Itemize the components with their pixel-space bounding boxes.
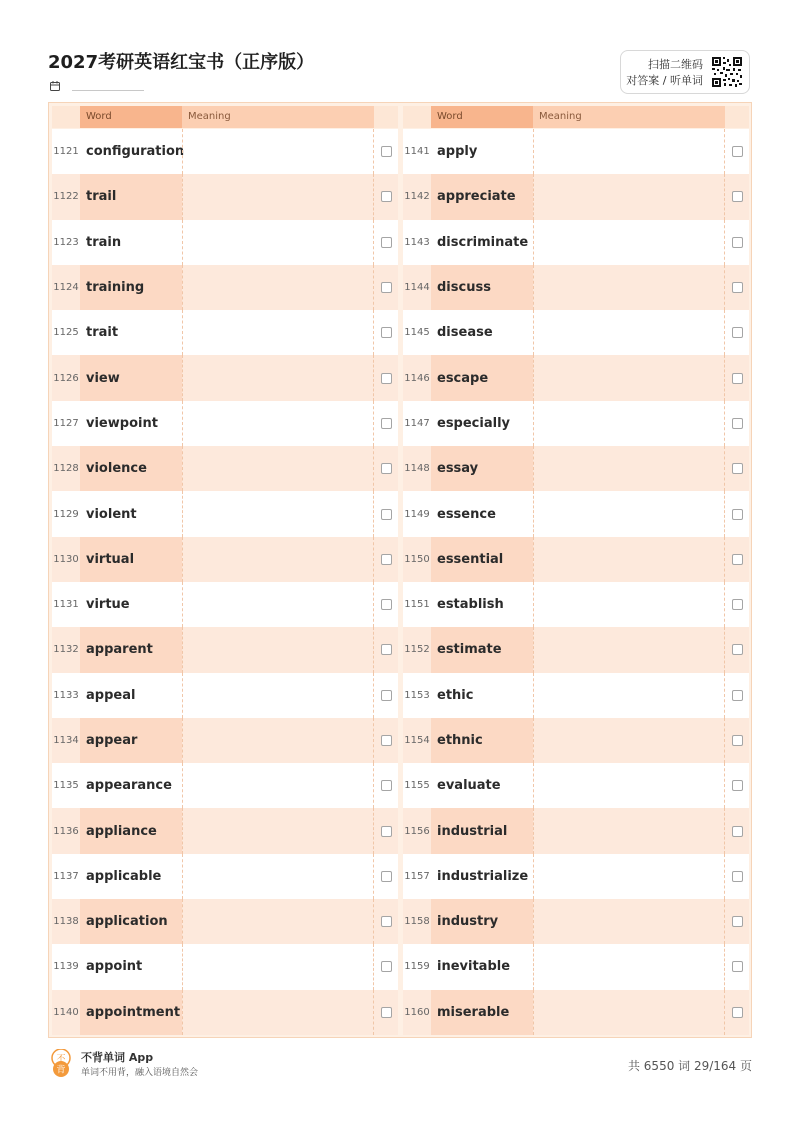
word-number: 1124 — [53, 282, 79, 294]
table-row — [403, 673, 749, 718]
word-text: discuss — [431, 265, 533, 310]
table-row — [52, 718, 398, 763]
word-text: appear — [80, 718, 182, 763]
meaning-blank[interactable] — [533, 220, 725, 265]
table-header — [403, 106, 749, 128]
table-row — [52, 491, 398, 536]
word-text: violent — [80, 491, 182, 536]
checkbox-cell — [725, 310, 749, 355]
word-number: 1156 — [404, 825, 430, 837]
word-table-right — [403, 106, 749, 1035]
header-meaning: Meaning — [533, 106, 725, 128]
word-text: trail — [80, 174, 182, 219]
meaning-blank[interactable] — [533, 582, 725, 627]
checkbox-icon[interactable] — [732, 327, 743, 338]
meaning-blank[interactable] — [533, 990, 725, 1035]
checkbox-cell — [374, 265, 398, 310]
checkbox-cell — [725, 582, 749, 627]
table-row — [403, 220, 749, 265]
table-row — [52, 446, 398, 491]
logo-char-1: 不 — [56, 1054, 66, 1065]
table-row — [403, 582, 749, 627]
checkbox-cell — [725, 990, 749, 1035]
checkbox-icon[interactable] — [381, 554, 392, 565]
table-row — [52, 990, 398, 1035]
table-row — [52, 808, 398, 853]
table-row — [403, 129, 749, 174]
table-row — [52, 310, 398, 355]
meaning-blank[interactable] — [533, 446, 725, 491]
meaning-blank[interactable] — [182, 220, 374, 265]
table-row — [52, 854, 398, 899]
checkbox-cell — [725, 718, 749, 763]
word-text: appliance — [80, 808, 182, 853]
checkbox-cell — [725, 355, 749, 400]
word-number: 1127 — [53, 417, 79, 429]
rows-right — [403, 129, 749, 1035]
checkbox-icon[interactable] — [381, 237, 392, 248]
checkbox-icon[interactable] — [732, 644, 743, 655]
word-text: appoint — [80, 944, 182, 989]
word-number: 1160 — [404, 1006, 430, 1018]
meaning-blank[interactable] — [533, 401, 725, 446]
checkbox-cell — [725, 854, 749, 899]
checkbox-icon[interactable] — [381, 871, 392, 882]
word-number: 1149 — [404, 508, 430, 520]
table-row — [403, 446, 749, 491]
word-text: training — [80, 265, 182, 310]
meaning-blank[interactable] — [182, 763, 374, 808]
table-row — [403, 899, 749, 944]
date-field — [50, 80, 144, 91]
checkbox-cell — [374, 990, 398, 1035]
meaning-blank[interactable] — [533, 944, 725, 989]
word-number: 1146 — [404, 372, 430, 384]
word-number: 1139 — [53, 961, 79, 973]
checkbox-cell — [374, 582, 398, 627]
word-number: 1121 — [53, 146, 79, 158]
checkbox-icon[interactable] — [732, 418, 743, 429]
meaning-blank[interactable] — [182, 401, 374, 446]
word-number: 1135 — [53, 780, 79, 792]
logo-char-2: 背 — [56, 1065, 66, 1076]
checkbox-cell — [374, 220, 398, 265]
checkbox-icon[interactable] — [381, 1007, 392, 1018]
checkbox-icon[interactable] — [732, 373, 743, 384]
header-word: Word — [431, 106, 533, 128]
meaning-blank[interactable] — [533, 174, 725, 219]
checkbox-cell — [725, 673, 749, 718]
checkbox-cell — [374, 129, 398, 174]
meaning-blank[interactable] — [182, 537, 374, 582]
checkbox-icon[interactable] — [381, 826, 392, 837]
table-row — [403, 174, 749, 219]
table-row — [403, 401, 749, 446]
meaning-blank[interactable] — [533, 899, 725, 944]
checkbox-cell — [725, 763, 749, 808]
table-row — [52, 673, 398, 718]
word-number: 1131 — [53, 599, 79, 611]
checkbox-icon[interactable] — [381, 282, 392, 293]
header-word: Word — [80, 106, 182, 128]
meaning-blank[interactable] — [182, 310, 374, 355]
checkbox-cell — [374, 401, 398, 446]
page-info: 共 6550 词 29/164 页 — [627, 1059, 752, 1073]
checkbox-cell — [725, 265, 749, 310]
word-number: 1125 — [53, 327, 79, 339]
word-text: virtual — [80, 537, 182, 582]
checkbox-cell — [374, 718, 398, 763]
word-number: 1150 — [404, 553, 430, 565]
meaning-blank[interactable] — [182, 899, 374, 944]
checkbox-icon[interactable] — [381, 191, 392, 202]
table-row — [403, 491, 749, 536]
word-text: configuration — [80, 129, 182, 174]
checkbox-icon[interactable] — [732, 735, 743, 746]
meaning-blank[interactable] — [533, 808, 725, 853]
word-text: virtue — [80, 582, 182, 627]
word-text: essay — [431, 446, 533, 491]
qr-line-1: 扫描二维码 — [648, 58, 703, 71]
word-number: 1130 — [53, 553, 79, 565]
checkbox-cell — [374, 537, 398, 582]
checkbox-icon[interactable] — [732, 690, 743, 701]
word-number: 1154 — [404, 735, 430, 746]
word-text: industry — [431, 899, 533, 944]
word-number: 1152 — [404, 644, 430, 656]
meaning-blank[interactable] — [182, 129, 374, 174]
meaning-blank[interactable] — [182, 854, 374, 899]
word-text: apply — [431, 129, 533, 174]
checkbox-cell — [374, 491, 398, 536]
checkbox-icon[interactable] — [381, 373, 392, 384]
meaning-blank[interactable] — [182, 174, 374, 219]
word-number: 1148 — [404, 463, 430, 475]
checkbox-cell — [725, 537, 749, 582]
meaning-blank[interactable] — [182, 627, 374, 672]
checkbox-icon[interactable] — [381, 327, 392, 338]
table-row — [403, 355, 749, 400]
checkbox-cell — [374, 673, 398, 718]
page-title: 2027考研英语红宝书（正序版） — [48, 52, 315, 73]
word-text: ethic — [431, 673, 533, 718]
table-row — [52, 537, 398, 582]
word-text: essential — [431, 537, 533, 582]
word-number: 1153 — [404, 689, 430, 701]
word-number: 1137 — [53, 870, 79, 882]
checkbox-cell — [374, 355, 398, 400]
word-number: 1133 — [53, 689, 79, 701]
word-text: view — [80, 355, 182, 400]
word-text: train — [80, 220, 182, 265]
checkbox-cell — [725, 401, 749, 446]
word-text: appointment — [80, 990, 182, 1035]
word-text: viewpoint — [80, 401, 182, 446]
meaning-blank[interactable] — [533, 310, 725, 355]
checkbox-cell — [374, 854, 398, 899]
checkbox-icon[interactable] — [381, 599, 392, 610]
meaning-blank[interactable] — [533, 673, 725, 718]
checkbox-icon[interactable] — [381, 463, 392, 474]
checkbox-icon[interactable] — [732, 554, 743, 565]
word-text: trait — [80, 310, 182, 355]
checkbox-icon[interactable] — [732, 237, 743, 248]
meaning-blank[interactable] — [533, 537, 725, 582]
meaning-blank[interactable] — [182, 808, 374, 853]
word-text: discriminate — [431, 220, 533, 265]
word-number: 1145 — [404, 327, 430, 339]
table-row — [52, 265, 398, 310]
word-number: 1122 — [53, 191, 79, 203]
word-text: industrial — [431, 808, 533, 853]
word-text: essence — [431, 491, 533, 536]
rows-left — [52, 129, 398, 1035]
checkbox-cell — [374, 808, 398, 853]
meaning-blank[interactable] — [533, 627, 725, 672]
word-text: evaluate — [431, 763, 533, 808]
table-row — [52, 763, 398, 808]
table-row — [403, 990, 749, 1035]
table-row — [403, 808, 749, 853]
table-row — [403, 310, 749, 355]
word-number: 1144 — [404, 282, 430, 294]
table-row — [52, 401, 398, 446]
word-number: 1143 — [404, 236, 430, 248]
qr-panel — [620, 50, 750, 94]
checkbox-icon[interactable] — [732, 961, 743, 972]
word-text: miserable — [431, 990, 533, 1035]
word-text: especially — [431, 401, 533, 446]
checkbox-icon[interactable] — [732, 826, 743, 837]
table-header — [52, 106, 398, 128]
checkbox-cell — [725, 174, 749, 219]
app-name: 不背单词 App — [81, 1051, 154, 1064]
word-number: 1157 — [404, 870, 430, 882]
table-row — [403, 265, 749, 310]
word-number: 1128 — [53, 463, 79, 475]
table-row — [403, 537, 749, 582]
meaning-blank[interactable] — [533, 491, 725, 536]
checkbox-cell — [725, 627, 749, 672]
table-row — [52, 582, 398, 627]
checkbox-icon[interactable] — [732, 463, 743, 474]
table-row — [403, 854, 749, 899]
header-meaning: Meaning — [182, 106, 374, 128]
calendar-icon — [50, 81, 60, 91]
checkbox-icon[interactable] — [381, 146, 392, 157]
word-number: 1158 — [404, 916, 430, 928]
checkbox-icon[interactable] — [732, 282, 743, 293]
checkbox-icon[interactable] — [381, 509, 392, 520]
word-number: 1142 — [404, 191, 430, 203]
word-text: application — [80, 899, 182, 944]
word-text: applicable — [80, 854, 182, 899]
checkbox-cell — [725, 491, 749, 536]
checkbox-cell — [725, 220, 749, 265]
qr-code-icon[interactable] — [711, 56, 743, 88]
checkbox-cell — [725, 944, 749, 989]
checkbox-icon[interactable] — [732, 916, 743, 927]
table-row — [403, 627, 749, 672]
word-table-left — [52, 106, 398, 1035]
vocabulary-sheet — [48, 102, 752, 1038]
table-row — [52, 899, 398, 944]
word-number: 1134 — [53, 735, 79, 746]
meaning-blank[interactable] — [533, 854, 725, 899]
meaning-blank[interactable] — [182, 582, 374, 627]
word-text: establish — [431, 582, 533, 627]
word-text: inevitable — [431, 944, 533, 989]
meaning-blank[interactable] — [182, 673, 374, 718]
app-logo-icon — [50, 1049, 72, 1077]
word-number: 1126 — [53, 372, 79, 384]
word-number: 1147 — [404, 417, 430, 429]
meaning-blank[interactable] — [182, 718, 374, 763]
checkbox-icon[interactable] — [381, 644, 392, 655]
checkbox-icon[interactable] — [732, 780, 743, 791]
meaning-blank[interactable] — [533, 355, 725, 400]
checkbox-icon[interactable] — [381, 418, 392, 429]
meaning-blank[interactable] — [182, 990, 374, 1035]
table-row — [403, 763, 749, 808]
checkbox-icon[interactable] — [381, 780, 392, 791]
table-row — [52, 355, 398, 400]
checkbox-icon[interactable] — [732, 1007, 743, 1018]
checkbox-cell — [374, 174, 398, 219]
checkbox-cell — [374, 310, 398, 355]
table-row — [52, 220, 398, 265]
checkbox-cell — [725, 446, 749, 491]
meaning-blank[interactable] — [533, 763, 725, 808]
checkbox-cell — [374, 944, 398, 989]
word-number: 1129 — [53, 508, 79, 520]
checkbox-icon[interactable] — [732, 191, 743, 202]
checkbox-cell — [374, 763, 398, 808]
meaning-blank[interactable] — [533, 129, 725, 174]
checkbox-cell — [725, 808, 749, 853]
checkbox-icon[interactable] — [381, 735, 392, 746]
meaning-blank[interactable] — [533, 718, 725, 763]
word-number: 1151 — [404, 599, 430, 611]
checkbox-icon[interactable] — [732, 509, 743, 520]
meaning-blank[interactable] — [182, 944, 374, 989]
checkbox-cell — [374, 446, 398, 491]
qr-line-2: 对答案 / 听单词 — [626, 74, 703, 87]
table-row — [403, 718, 749, 763]
word-number: 1141 — [404, 146, 430, 158]
word-number: 1138 — [53, 916, 79, 928]
checkbox-icon[interactable] — [381, 690, 392, 701]
table-row — [52, 174, 398, 219]
checkbox-icon[interactable] — [381, 961, 392, 972]
word-text: disease — [431, 310, 533, 355]
checkbox-icon[interactable] — [732, 146, 743, 157]
checkbox-cell — [725, 899, 749, 944]
word-number: 1140 — [53, 1006, 79, 1018]
word-text: appeal — [80, 673, 182, 718]
meaning-blank[interactable] — [182, 355, 374, 400]
word-number: 1136 — [53, 825, 79, 837]
word-number: 1123 — [53, 236, 79, 248]
checkbox-cell — [725, 129, 749, 174]
checkbox-icon[interactable] — [381, 916, 392, 927]
meaning-blank[interactable] — [182, 446, 374, 491]
word-text: appearance — [80, 763, 182, 808]
word-text: industrialize — [431, 854, 533, 899]
checkbox-cell — [374, 627, 398, 672]
checkbox-cell — [374, 899, 398, 944]
word-number: 1155 — [404, 780, 430, 792]
word-number: 1159 — [404, 961, 430, 973]
date-blank-line — [72, 80, 144, 91]
checkbox-icon[interactable] — [732, 599, 743, 610]
word-text: escape — [431, 355, 533, 400]
word-text: estimate — [431, 627, 533, 672]
word-number: 1132 — [53, 644, 79, 656]
table-row — [403, 944, 749, 989]
table-row — [52, 944, 398, 989]
word-text: ethnic — [431, 718, 533, 763]
table-row — [52, 129, 398, 174]
word-text: appreciate — [431, 174, 533, 219]
meaning-blank[interactable] — [182, 265, 374, 310]
meaning-blank[interactable] — [182, 491, 374, 536]
meaning-blank[interactable] — [533, 265, 725, 310]
word-text: violence — [80, 446, 182, 491]
word-text: apparent — [80, 627, 182, 672]
table-row — [52, 627, 398, 672]
checkbox-icon[interactable] — [732, 871, 743, 882]
app-slogan: 单词不用背，融入语境自然会 — [81, 1068, 199, 1078]
